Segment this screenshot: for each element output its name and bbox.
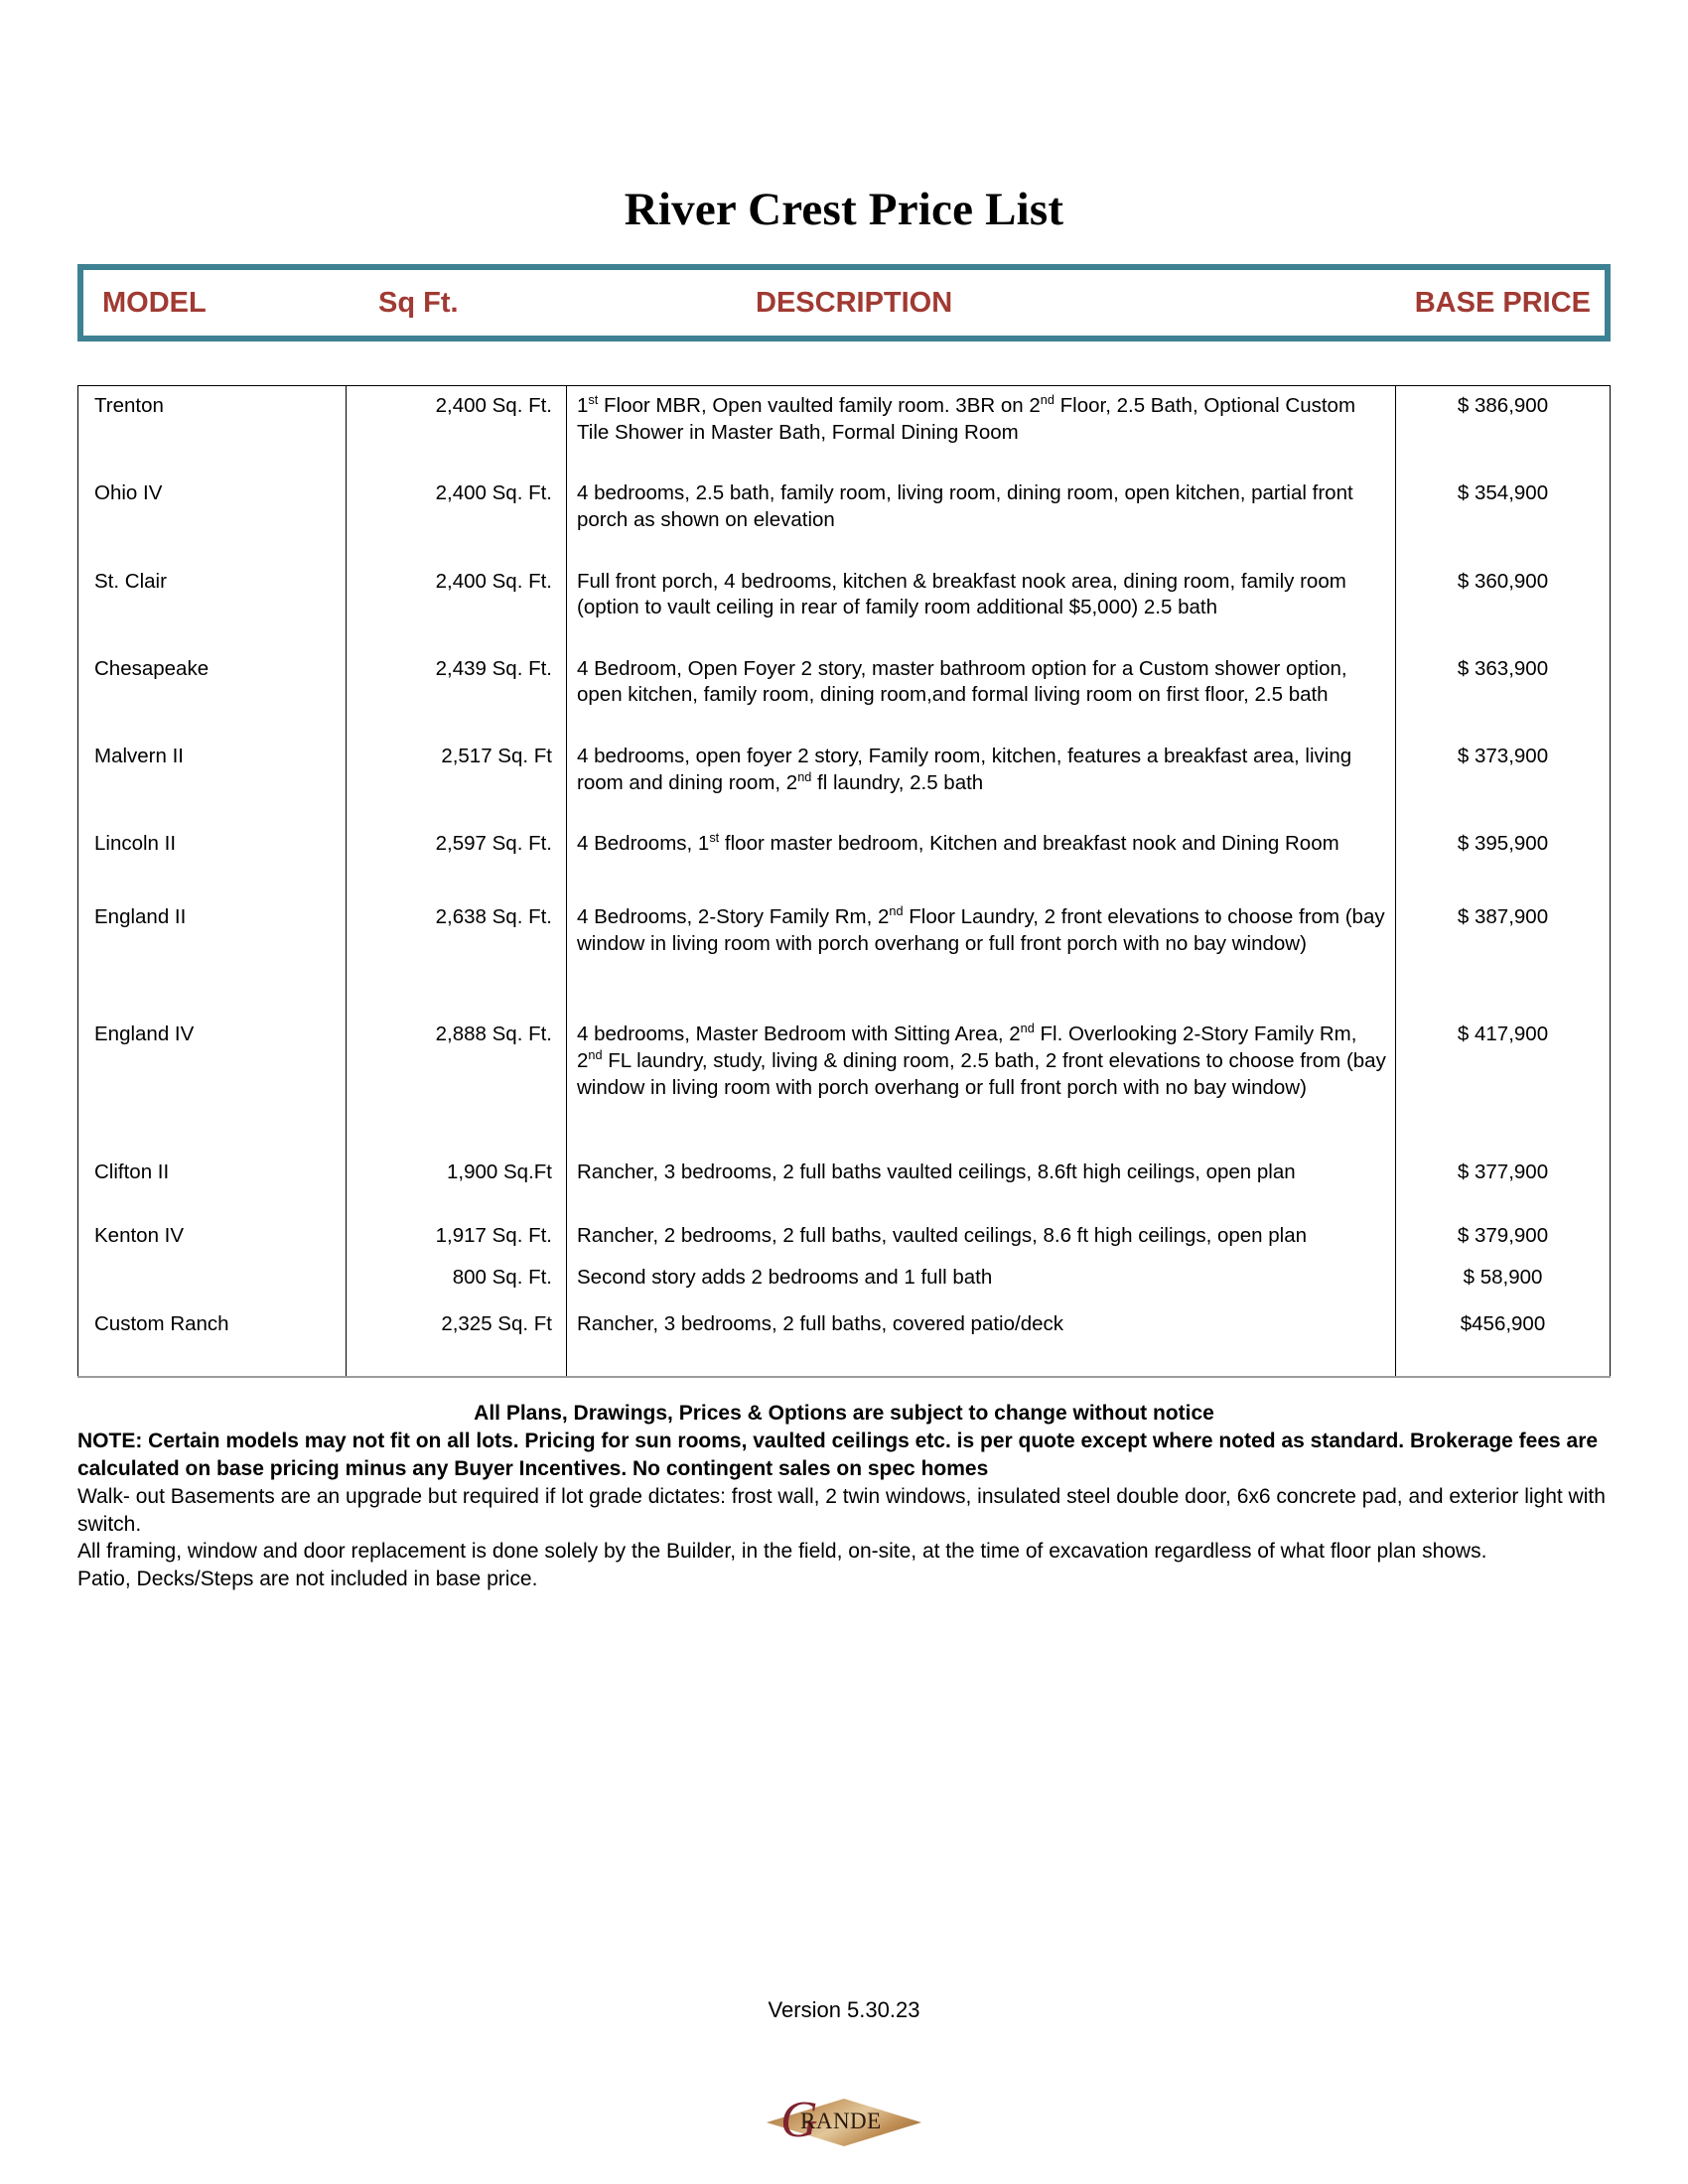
spacer-cell [347,1186,567,1216]
cell-description: Second story adds 2 bedrooms and 1 full bath [567,1258,1396,1292]
cell-base-price: $ 360,900 [1396,562,1611,621]
cell-sqft: 2,638 Sq. Ft. [347,897,567,957]
spacer-cell [347,621,567,649]
spacer-cell [567,446,1396,474]
spacer-cell [78,858,347,897]
table-row [78,1216,1611,1250]
cell-description: Rancher, 3 bedrooms, 2 full baths, covered patio/deck [567,1304,1396,1338]
row-spacer [78,1338,1611,1377]
table-header-banner [77,264,1611,341]
spacer-cell [567,957,1396,1015]
table-row [78,562,1611,621]
cell-base-price: $ 377,900 [1396,1153,1611,1186]
cell-model: Clifton II [78,1153,347,1186]
spacer-cell [78,709,347,737]
table-row [78,1015,1611,1101]
cell-sqft: 2,439 Sq. Ft. [347,649,567,709]
spacer-cell [347,1250,567,1258]
spacer-cell [1396,1291,1611,1304]
cell-model: England II [78,897,347,957]
row-spacer [78,858,1611,897]
cell-description: 4 bedrooms, Master Bedroom with Sitting Area, 2nd Fl. Overlooking 2-Story Family Rm, 2nd FL laundry, study, living & dining room, 2.5 bath, 2 front elevations to choose from (bay window in living room with porch overhang or full front porch with no bay window) [567,1015,1396,1101]
column-header-base-price: BASE PRICE [1414,286,1591,319]
cell-base-price: $456,900 [1396,1304,1611,1338]
spacer-cell [78,446,347,474]
row-spacer [78,534,1611,562]
footer-notes [77,1400,1611,1593]
table-row [78,649,1611,709]
column-header-description: DESCRIPTION [756,286,953,319]
spacer-cell [567,1250,1396,1258]
price-table [77,385,1611,1378]
cell-base-price: $ 387,900 [1396,897,1611,957]
spacer-cell [1396,957,1611,1015]
note-patio-decks: Patio, Decks/Steps are not included in base price. [77,1568,538,1591]
table-row [78,1153,1611,1186]
spacer-cell [347,796,567,824]
cell-base-price: $ 373,900 [1396,737,1611,796]
cell-base-price: $ 386,900 [1396,386,1611,447]
row-spacer [78,1186,1611,1216]
spacer-cell [567,1338,1396,1377]
spacer-cell [78,621,347,649]
cell-model: Malvern II [78,737,347,796]
row-spacer [78,796,1611,824]
table-row [78,737,1611,796]
cell-base-price: $ 58,900 [1396,1258,1611,1292]
table-row [78,824,1611,858]
cell-sqft: 2,400 Sq. Ft. [347,562,567,621]
spacer-cell [78,1291,347,1304]
row-spacer [78,446,1611,474]
spacer-cell [78,534,347,562]
cell-description: 4 Bedrooms, 2-Story Family Rm, 2nd Floor Laundry, 2 front elevations to choose from (bay window in living room with porch overhang or full front porch with no bay window) [567,897,1396,957]
cell-sqft: 2,400 Sq. Ft. [347,474,567,533]
cell-sqft: 2,888 Sq. Ft. [347,1015,567,1101]
table-row [78,1258,1611,1292]
price-table-wrapper [77,385,1611,1378]
cell-description: 4 bedrooms, 2.5 bath, family room, living room, dining room, open kitchen, partial front porch as shown on elevation [567,474,1396,533]
spacer-cell [347,534,567,562]
cell-sqft: 2,597 Sq. Ft. [347,824,567,858]
cell-base-price: $ 363,900 [1396,649,1611,709]
cell-model [78,1258,347,1292]
spacer-cell [567,796,1396,824]
cell-sqft: 2,517 Sq. Ft [347,737,567,796]
spacer-cell [1396,796,1611,824]
spacer-cell [78,1101,347,1153]
spacer-cell [1396,621,1611,649]
row-spacer [78,621,1611,649]
cell-base-price: $ 379,900 [1396,1216,1611,1250]
row-spacer [78,1250,1611,1258]
spacer-cell [78,1186,347,1216]
cell-description: Full front porch, 4 bedrooms, kitchen & breakfast nook area, dining room, family room (option to vault ceiling in rear of family room additional $5,000) 2.5 bath [567,562,1396,621]
version-label: Version 5.30.23 [768,1997,920,2022]
spacer-cell [1396,1186,1611,1216]
spacer-cell [78,1338,347,1377]
column-header-sqft: Sq Ft. [378,286,459,319]
cell-sqft: 2,325 Sq. Ft [347,1304,567,1338]
table-row [78,1304,1611,1338]
cell-base-price: $ 354,900 [1396,474,1611,533]
row-spacer [78,1101,1611,1153]
cell-sqft: 1,900 Sq.Ft [347,1153,567,1186]
table-row [78,386,1611,447]
cell-model: Lincoln II [78,824,347,858]
spacer-cell [78,1250,347,1258]
cell-model: Custom Ranch [78,1304,347,1338]
row-spacer [78,1291,1611,1304]
spacer-cell [347,957,567,1015]
logo-script-g: G [780,2092,818,2148]
spacer-cell [347,446,567,474]
cell-model: Ohio IV [78,474,347,533]
logo-wordmark: RANDE [800,2109,882,2133]
cell-description: Rancher, 3 bedrooms, 2 full baths vaulted ceilings, 8.6ft high ceilings, open plan [567,1153,1396,1186]
spacer-cell [1396,858,1611,897]
cell-description: 4 bedrooms, open foyer 2 story, Family room, kitchen, features a breakfast area, living room and dining room, 2nd fl laundry, 2.5 bath [567,737,1396,796]
spacer-cell [1396,709,1611,737]
cell-model: St. Clair [78,562,347,621]
cell-model: Trenton [78,386,347,447]
cell-sqft: 2,400 Sq. Ft. [347,386,567,447]
note-walkout-basements: Walk- out Basements are an upgrade but required if lot grade dictates: frost wall, 2 twin windows, insulated steel double door, 6x6 concrete pad, and exterior light with switch. [77,1484,1606,1536]
spacer-cell [1396,1101,1611,1153]
spacer-cell [78,796,347,824]
note-framing-replacement: All framing, window and door replacement is done solely by the Builder, in the field, on-site, at the time of excavation regardless of what floor plan shows. [77,1540,1487,1564]
cell-model: Kenton IV [78,1216,347,1250]
row-spacer [78,709,1611,737]
page-title: River Crest Price List [624,184,1064,235]
cell-description: Rancher, 2 bedrooms, 2 full baths, vaulted ceilings, 8.6 ft high ceilings, open plan [567,1216,1396,1250]
spacer-cell [347,709,567,737]
spacer-cell [567,1291,1396,1304]
spacer-cell [1396,534,1611,562]
cell-base-price: $ 417,900 [1396,1015,1611,1101]
note-models-lots: NOTE: Certain models may not fit on all lots. Pricing for sun rooms, vaulted ceilings etc. is per quote except where noted as standard. Brokerage fees are calculated on base pricing minus any Buyer Incentives. No contingent sales on spec homes [77,1429,1599,1480]
spacer-cell [1396,1338,1611,1377]
row-spacer [78,957,1611,1015]
spacer-cell [567,709,1396,737]
column-header-model: MODEL [102,286,207,319]
cell-sqft: 800 Sq. Ft. [347,1258,567,1292]
table-row [78,897,1611,957]
spacer-cell [347,1291,567,1304]
cell-model: Chesapeake [78,649,347,709]
spacer-cell [1396,1250,1611,1258]
cell-base-price: $ 395,900 [1396,824,1611,858]
spacer-cell [1396,446,1611,474]
spacer-cell [567,1186,1396,1216]
spacer-cell [78,957,347,1015]
cell-description: 4 Bedrooms, 1st floor master bedroom, Kitchen and breakfast nook and Dining Room [567,824,1396,858]
spacer-cell [347,1338,567,1377]
spacer-cell [567,621,1396,649]
spacer-cell [347,858,567,897]
cell-model: England IV [78,1015,347,1101]
cell-sqft: 1,917 Sq. Ft. [347,1216,567,1250]
cell-description: 1st Floor MBR, Open vaulted family room. 3BR on 2nd Floor, 2.5 Bath, Optional Custom Tile Shower in Master Bath, Formal Dining Room [567,386,1396,447]
table-row [78,474,1611,533]
spacer-cell [567,858,1396,897]
grande-logo [0,2093,1688,2152]
spacer-cell [347,1101,567,1153]
cell-description: 4 Bedroom, Open Foyer 2 story, master bathroom option for a Custom shower option, open kitchen, family room, dining room,and formal living room on first floor, 2.5 bath [567,649,1396,709]
spacer-cell [567,534,1396,562]
spacer-cell [567,1101,1396,1153]
note-change-without-notice: All Plans, Drawings, Prices & Options are subject to change without notice [474,1401,1214,1425]
